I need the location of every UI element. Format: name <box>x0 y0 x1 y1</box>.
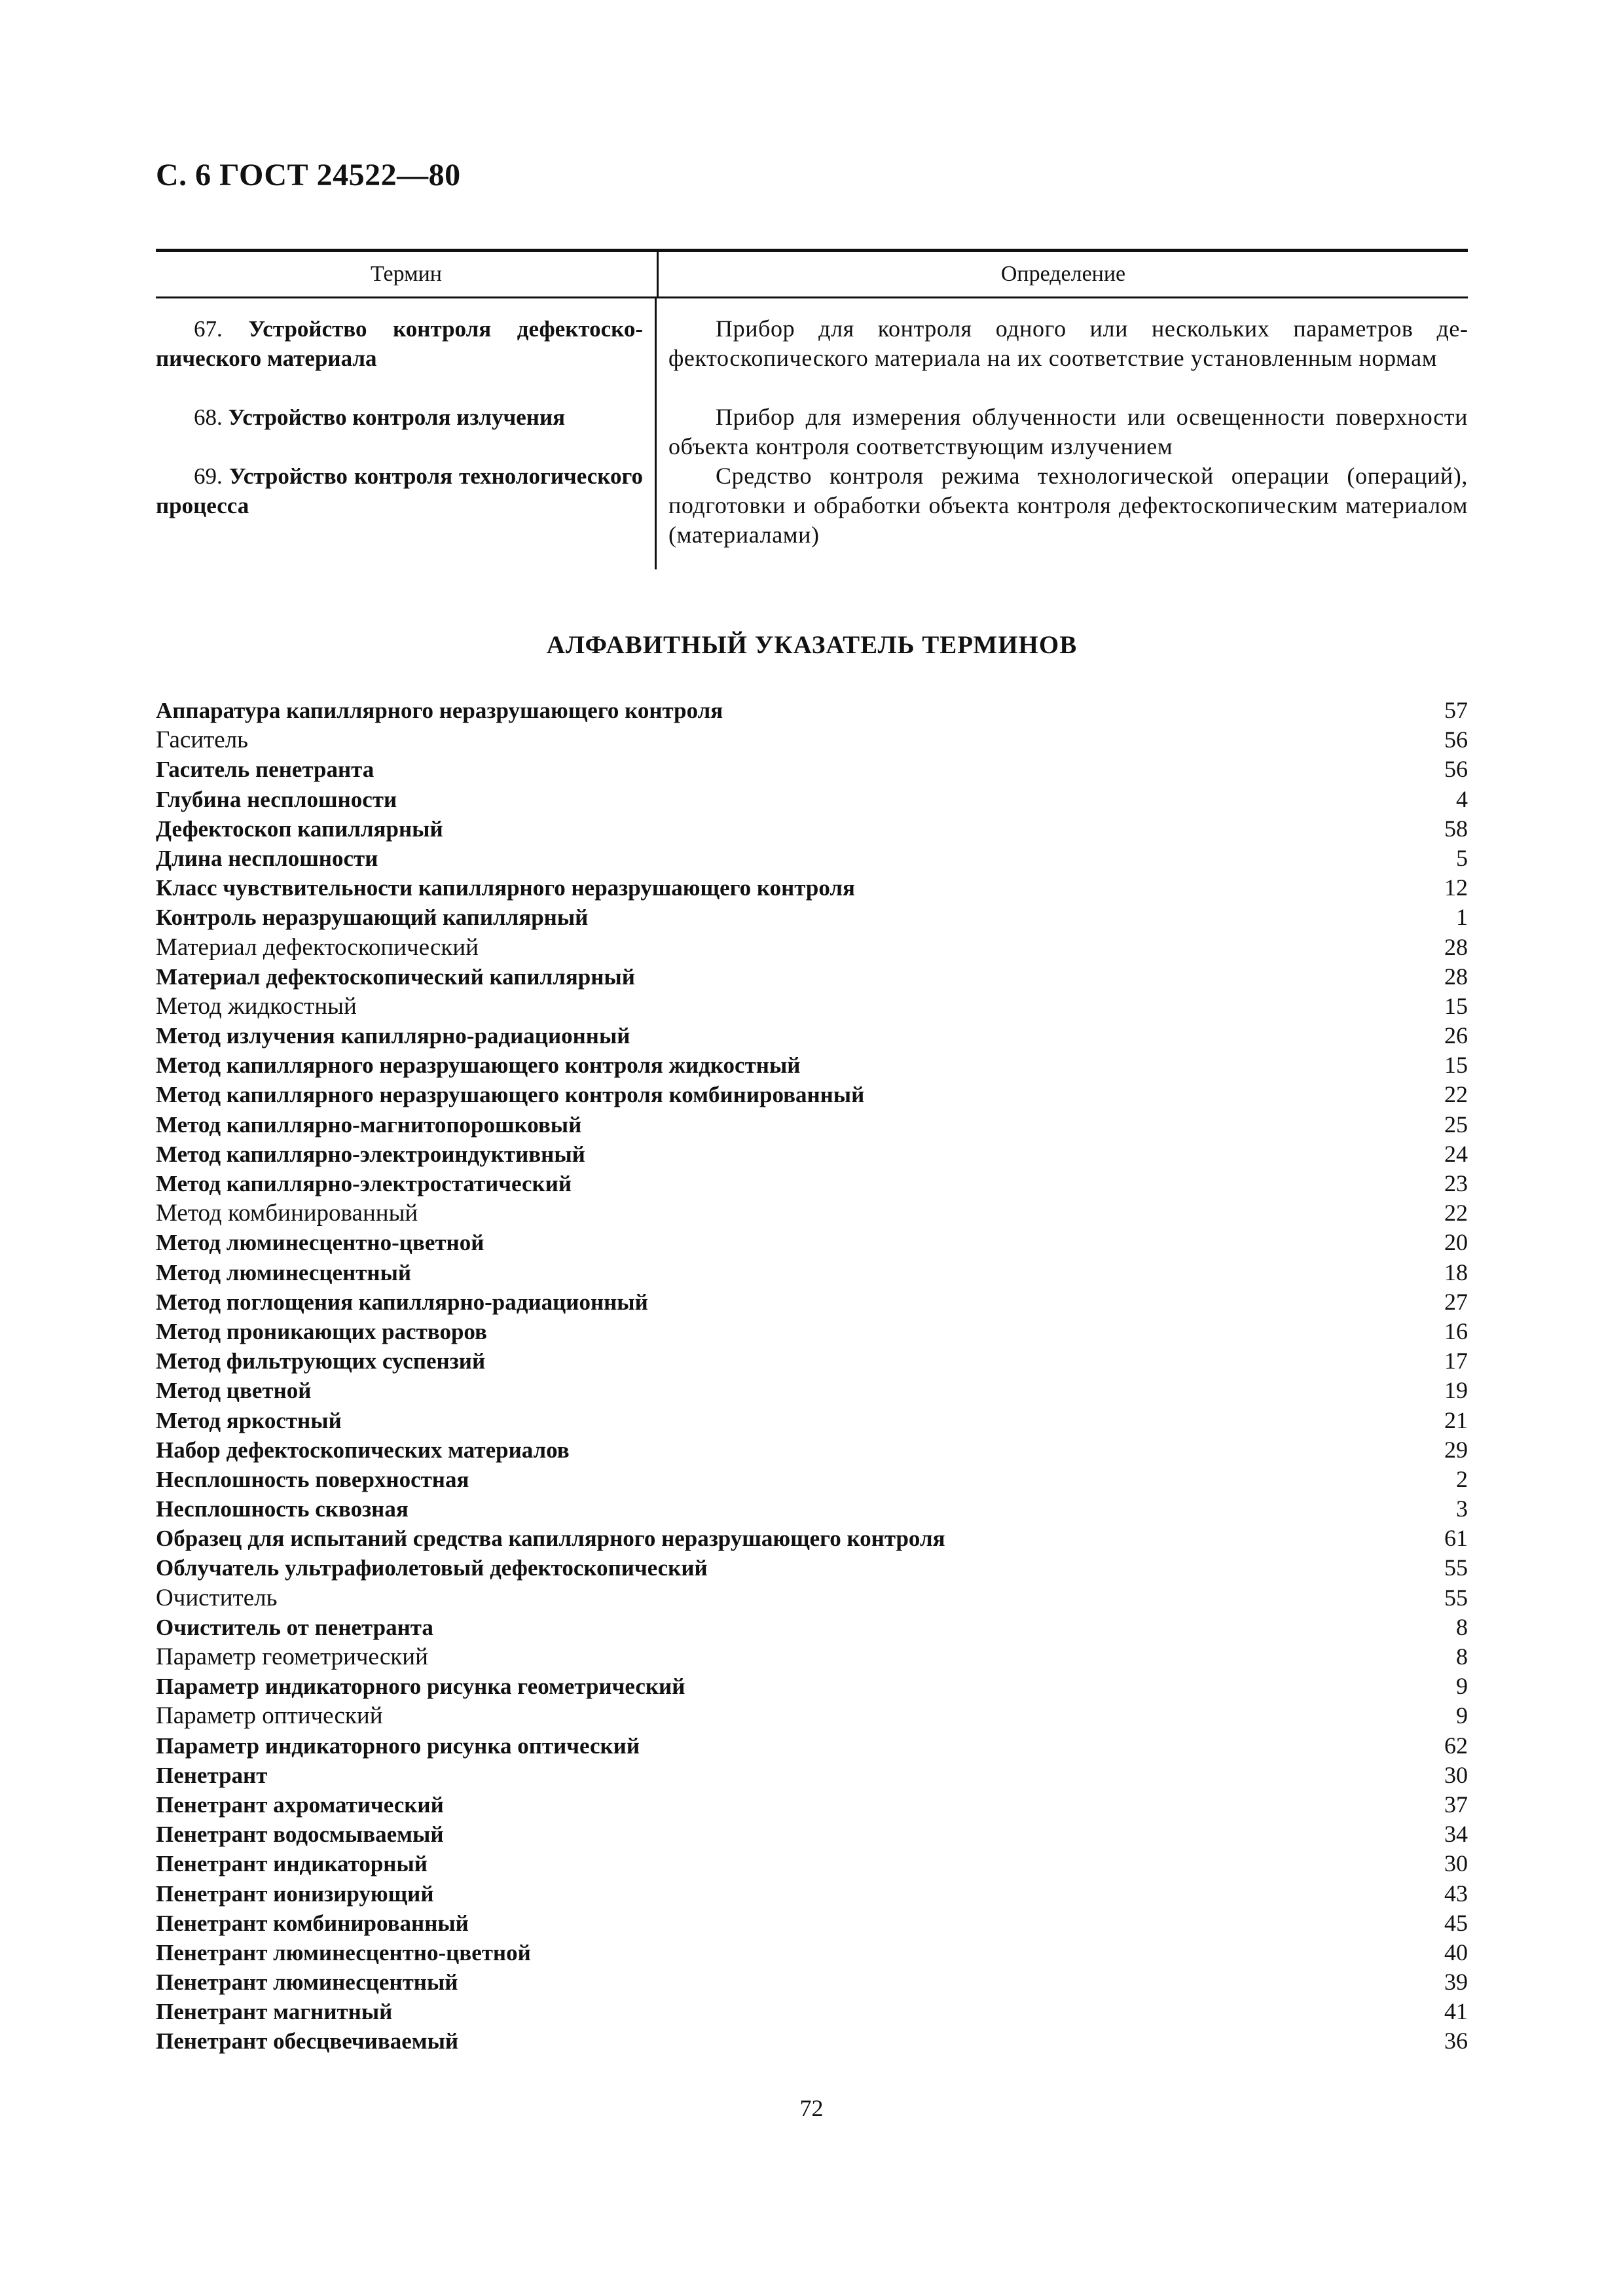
index-row <box>156 1820 1468 1849</box>
index-number: 36 <box>1444 2028 1468 2054</box>
index-term: Пенетрант ахроматический <box>156 1791 444 1818</box>
index-row <box>156 1583 1468 1613</box>
index-number: 16 <box>1444 1318 1468 1344</box>
index-number: 23 <box>1444 1170 1468 1196</box>
term-name: Устройство контроля технологического процесса <box>156 463 644 518</box>
index-term: Пенетрант ионизирующий <box>156 1880 434 1907</box>
index-term: Пенетрант комбинированный <box>156 1910 469 1936</box>
term-69 <box>156 461 655 550</box>
index-term: Контроль неразрушающий капиллярный <box>156 905 589 931</box>
index-row <box>156 1613 1468 1642</box>
index-term: Очиститель <box>156 1584 278 1611</box>
index-term: Дефектоскоп капиллярный <box>156 816 443 842</box>
definitions-column <box>657 298 1468 569</box>
index-term: Метод капиллярно-магнитопорошковый <box>156 1111 582 1138</box>
index-row <box>156 1494 1468 1524</box>
index-number: 41 <box>1444 1998 1468 2025</box>
index-row <box>156 814 1468 844</box>
index-number: 15 <box>1444 992 1468 1019</box>
index-term: Параметр индикаторного рисунка геометрический <box>156 1674 685 1700</box>
index-row <box>156 903 1468 932</box>
index-term: Метод яркостный <box>156 1407 342 1433</box>
index-term: Метод капиллярно-электроиндуктивный <box>156 1141 585 1167</box>
index-term: Пенетрант магнитный <box>156 1999 393 2025</box>
index-row <box>156 933 1468 962</box>
index-number: 9 <box>1456 1702 1468 1729</box>
index-row <box>156 1553 1468 1583</box>
index-number: 56 <box>1444 756 1468 783</box>
index-term: Глубина несплошности <box>156 786 397 812</box>
index-number: 22 <box>1444 1200 1468 1227</box>
terms-table <box>156 249 1468 569</box>
index-number: 4 <box>1456 785 1468 812</box>
index-term: Гаситель пенетранта <box>156 757 374 783</box>
index-row <box>156 1849 1468 1878</box>
index-row <box>156 1938 1468 1967</box>
term-number: 68. <box>194 404 223 430</box>
index-row <box>156 1346 1468 1376</box>
index-row <box>156 755 1468 784</box>
index-number: 20 <box>1444 1229 1468 1256</box>
index-term: Материал дефектоскопический <box>156 933 479 961</box>
index-number: 61 <box>1444 1525 1468 1552</box>
index-term: Облучатель ультрафиолетовый дефектоскопический <box>156 1555 708 1581</box>
index-term: Аппаратура капиллярного неразрушающего контроля <box>156 698 723 723</box>
index-row <box>156 1110 1468 1139</box>
index-number: 8 <box>1456 1643 1468 1670</box>
index-number: 37 <box>1444 1791 1468 1818</box>
term-name: Устройство контроля излучения <box>228 404 566 430</box>
index-row <box>156 873 1468 903</box>
index-term: Пенетрант индикаторный <box>156 1851 428 1877</box>
index-row <box>156 2026 1468 2056</box>
index-number: 29 <box>1444 1436 1468 1463</box>
index-term: Материал дефектоскопический капиллярный <box>156 963 635 990</box>
index-term: Метод цветной <box>156 1378 312 1404</box>
term-number: 67. <box>194 316 223 342</box>
index-term: Пенетрант <box>156 1762 268 1788</box>
index-number: 58 <box>1444 815 1468 842</box>
term-name: Устройство контроля дефектоскопического материала <box>156 316 643 371</box>
index-row <box>156 1761 1468 1790</box>
index-row <box>156 992 1468 1021</box>
index-row <box>156 1997 1468 2026</box>
index-term: Очиститель от пенетранта <box>156 1614 433 1640</box>
alphabetical-index <box>156 696 1468 2056</box>
index-term: Длина несплошности <box>156 845 378 871</box>
index-row <box>156 1465 1468 1494</box>
index-term: Метод люминесцентно-цветной <box>156 1230 484 1256</box>
page-header: С. 6 ГОСТ 24522—80 <box>156 158 461 192</box>
index-row <box>156 785 1468 814</box>
index-number: 3 <box>1456 1496 1468 1522</box>
terms-column <box>156 298 657 569</box>
index-number: 17 <box>1444 1348 1468 1374</box>
index-term: Гаситель <box>156 726 249 754</box>
index-number: 25 <box>1444 1111 1468 1138</box>
index-row <box>156 1909 1468 1938</box>
index-term: Метод поглощения капиллярно-радиационный <box>156 1289 648 1315</box>
index-row <box>156 844 1468 873</box>
index-number: 28 <box>1444 963 1468 990</box>
index-row <box>156 1021 1468 1050</box>
index-row <box>156 1406 1468 1435</box>
index-term: Пенетрант люминесцентно-цветной <box>156 1939 531 1965</box>
index-row <box>156 1287 1468 1317</box>
index-row <box>156 1198 1468 1228</box>
index-term: Параметр оптический <box>156 1702 383 1730</box>
index-row <box>156 1642 1468 1672</box>
index-term: Метод жидкостный <box>156 992 357 1020</box>
index-row <box>156 1080 1468 1109</box>
index-row <box>156 1228 1468 1257</box>
term-67 <box>156 314 655 403</box>
term-68 <box>156 403 655 461</box>
index-number: 1 <box>1456 904 1468 931</box>
index-number: 15 <box>1444 1052 1468 1079</box>
index-number: 57 <box>1444 697 1468 723</box>
index-number: 24 <box>1444 1140 1468 1167</box>
index-row <box>156 1790 1468 1820</box>
index-row <box>156 1879 1468 1909</box>
index-number: 9 <box>1456 1673 1468 1700</box>
column-header-term: Термин <box>156 252 659 296</box>
index-number: 18 <box>1444 1259 1468 1285</box>
table-header-row <box>156 252 1468 298</box>
definition-67: Прибор для контроля одного или нескольких параметров дефектоскопического материала на их соответствие установленным нормам <box>668 315 1468 371</box>
index-number: 21 <box>1444 1407 1468 1433</box>
index-number: 27 <box>1444 1288 1468 1315</box>
index-title: АЛФАВИТНЫЙ УКАЗАТЕЛЬ ТЕРМИНОВ <box>546 631 1078 659</box>
index-row <box>156 1376 1468 1405</box>
index-term: Метод капиллярного неразрушающего контроля комбинированный <box>156 1082 865 1108</box>
index-number: 2 <box>1456 1465 1468 1492</box>
index-term: Метод капиллярно-электростатический <box>156 1171 572 1196</box>
index-term: Параметр индикаторного рисунка оптический <box>156 1732 640 1759</box>
index-number: 5 <box>1456 844 1468 871</box>
index-row <box>156 1672 1468 1701</box>
index-number: 22 <box>1444 1081 1468 1108</box>
index-term: Пенетрант люминесцентный <box>156 1969 458 1996</box>
index-term: Метод капиллярного неразрушающего контроля жидкостный <box>156 1052 801 1079</box>
index-term: Параметр геометрический <box>156 1643 428 1670</box>
index-term: Метод комбинированный <box>156 1200 418 1227</box>
definition-69: Средство контроля режима технологической операции (операций), подготовки и обработки объекта контроля дефектоскопическим материалом (материалами) <box>668 463 1468 548</box>
index-row <box>156 1731 1468 1761</box>
index-row <box>156 962 1468 992</box>
index-number: 39 <box>1444 1969 1468 1996</box>
index-row <box>156 1435 1468 1465</box>
index-number: 40 <box>1444 1939 1468 1965</box>
index-row <box>156 1169 1468 1198</box>
index-number: 45 <box>1444 1909 1468 1936</box>
index-number: 55 <box>1444 1584 1468 1611</box>
index-row <box>156 1967 1468 1997</box>
index-row <box>156 1258 1468 1287</box>
index-term: Несплошность сквозная <box>156 1496 409 1522</box>
index-term: Несплошность поверхностная <box>156 1466 469 1492</box>
index-term: Образец для испытаний средства капиллярного неразрушающего контроля <box>156 1526 945 1552</box>
index-row <box>156 1317 1468 1346</box>
index-term: Метод люминесцентный <box>156 1259 412 1285</box>
definition-68: Прибор для измерения облученности или освещенности поверхности объекта контроля соответствующим излучением <box>668 404 1468 459</box>
index-number: 62 <box>1444 1732 1468 1759</box>
index-term: Пенетрант водосмываемый <box>156 1821 444 1848</box>
index-number: 56 <box>1444 726 1468 753</box>
index-number: 30 <box>1444 1850 1468 1877</box>
index-row <box>156 1701 1468 1731</box>
index-row <box>156 1050 1468 1080</box>
term-number: 69. <box>194 463 223 489</box>
index-number: 19 <box>1444 1377 1468 1404</box>
index-row <box>156 1524 1468 1553</box>
index-term: Метод излучения капиллярно-радиационный <box>156 1023 630 1049</box>
index-number: 8 <box>1456 1613 1468 1640</box>
index-number: 12 <box>1444 874 1468 901</box>
index-row <box>156 696 1468 725</box>
index-term: Набор дефектоскопических материалов <box>156 1437 570 1463</box>
index-term: Метод фильтрующих суспензий <box>156 1348 486 1374</box>
index-term: Метод проникающих растворов <box>156 1318 487 1344</box>
index-number: 30 <box>1444 1761 1468 1788</box>
index-number: 43 <box>1444 1880 1468 1907</box>
index-number: 34 <box>1444 1821 1468 1848</box>
page-number: 72 <box>799 2095 824 2121</box>
index-row <box>156 1139 1468 1169</box>
index-term: Класс чувствительности капиллярного неразрушающего контроля <box>156 875 855 901</box>
index-term: Пенетрант обесцвечиваемый <box>156 2028 459 2054</box>
index-row <box>156 725 1468 755</box>
index-number: 55 <box>1444 1554 1468 1581</box>
index-number: 28 <box>1444 933 1468 960</box>
column-header-definition: Определение <box>1000 262 1126 286</box>
table-body <box>156 298 1468 569</box>
index-number: 26 <box>1444 1022 1468 1049</box>
